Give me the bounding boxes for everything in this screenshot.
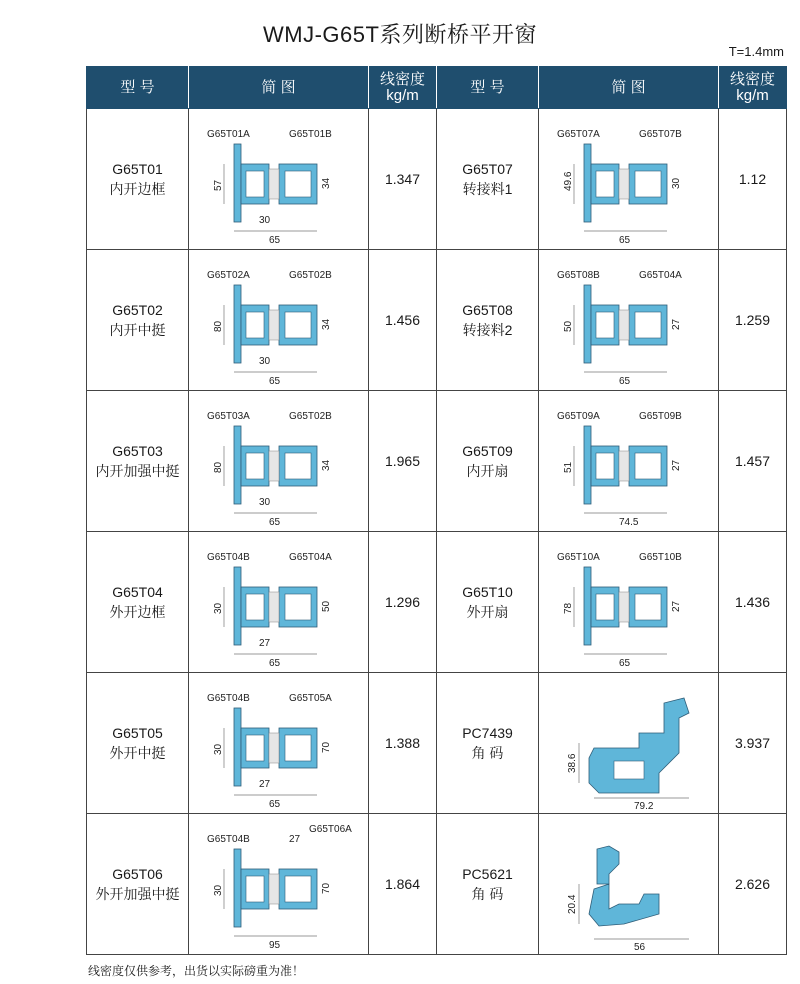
profile-shape bbox=[224, 285, 317, 372]
model-cell bbox=[437, 814, 539, 955]
dim-width-label: 65 bbox=[269, 799, 281, 810]
profile-label-a: G65T10A bbox=[557, 552, 600, 563]
profile-drawing bbox=[189, 814, 369, 954]
model-name: 内开边框 bbox=[109, 181, 166, 197]
profile-label-a: G65T04B bbox=[207, 693, 250, 704]
dim-height-label: 80 bbox=[213, 320, 224, 332]
dim-width-label: 65 bbox=[269, 376, 281, 387]
model-cell bbox=[87, 673, 189, 814]
dim-height-label-b: 70 bbox=[321, 882, 332, 894]
profile-shape bbox=[224, 426, 317, 513]
dim-width-label: 65 bbox=[269, 517, 281, 528]
density-value: 1.388 bbox=[369, 673, 437, 814]
model-code: G65T02 bbox=[112, 302, 163, 318]
profile-drawing bbox=[189, 109, 369, 249]
model-code: G65T03 bbox=[112, 443, 163, 459]
dim-inner-width-label: 27 bbox=[259, 638, 271, 649]
profile-shape bbox=[224, 144, 317, 231]
dim-height-label-b: 27 bbox=[671, 459, 682, 471]
header-density-label: 线密度 kg/m bbox=[379, 70, 425, 104]
profile-drawing-cell bbox=[539, 532, 719, 673]
profile-label-b: G65T04A bbox=[289, 552, 332, 563]
profile-shape bbox=[574, 426, 667, 513]
model-cell bbox=[87, 250, 189, 391]
header-figure: 简 图 bbox=[539, 67, 719, 109]
dim-height-label-b: 30 bbox=[671, 177, 682, 189]
profile-label-a: G65T03A bbox=[207, 411, 250, 422]
dim-height-label-b: 27 bbox=[671, 318, 682, 330]
profile-drawing bbox=[189, 673, 369, 813]
profile-drawing bbox=[539, 250, 719, 390]
profile-label-b: G65T02B bbox=[289, 270, 332, 281]
profile-drawing bbox=[189, 250, 369, 390]
dim-height-label-b: 50 bbox=[321, 600, 332, 612]
model-name: 角 码 bbox=[471, 745, 504, 761]
profile-shape bbox=[224, 849, 317, 936]
profile-drawing-cell bbox=[539, 250, 719, 391]
dim-height-label: 78 bbox=[563, 602, 574, 614]
dim-height-label: 57 bbox=[213, 179, 224, 191]
model-name: 内开加强中挺 bbox=[95, 463, 180, 479]
dim-inner-width-label: 27 bbox=[259, 779, 271, 790]
table-header-row bbox=[87, 67, 787, 109]
dim-inner-width-label: 30 bbox=[259, 497, 271, 508]
dim-height-label: 30 bbox=[213, 602, 224, 614]
thickness-note: T=1.4mm bbox=[728, 44, 784, 59]
table-row bbox=[87, 391, 787, 532]
dim-width-label: 65 bbox=[269, 235, 281, 246]
profile-label-a: G65T02A bbox=[207, 270, 250, 281]
profile-shape bbox=[574, 285, 667, 372]
dim-height-label: 50 bbox=[563, 320, 574, 332]
profile-label-a: G65T07A bbox=[557, 129, 600, 140]
dim-height-label: 80 bbox=[213, 461, 224, 473]
profile-drawing-cell bbox=[189, 532, 369, 673]
profile-drawing bbox=[539, 532, 719, 672]
model-cell bbox=[437, 109, 539, 250]
profile-shape bbox=[574, 567, 667, 654]
header-type: 型 号 bbox=[437, 67, 539, 109]
profile-label-b: G65T10B bbox=[639, 552, 682, 563]
profile-label-a: G65T08B bbox=[557, 270, 600, 281]
profile-drawing-cell bbox=[539, 814, 719, 955]
table-row bbox=[87, 250, 787, 391]
profile-shape bbox=[224, 567, 317, 654]
dim-width-label: 65 bbox=[619, 658, 631, 669]
density-value: 1.864 bbox=[369, 814, 437, 955]
density-value: 1.259 bbox=[719, 250, 787, 391]
profile-shape bbox=[224, 708, 317, 795]
table-row bbox=[87, 532, 787, 673]
density-value: 2.626 bbox=[719, 814, 787, 955]
model-name: 内开扇 bbox=[466, 463, 509, 479]
profile-drawing-cell bbox=[189, 109, 369, 250]
dim-width-label: 65 bbox=[619, 235, 631, 246]
profile-label-c: G65T06A bbox=[309, 824, 352, 835]
profile-drawing bbox=[539, 109, 719, 249]
dim-height-label-b: 34 bbox=[321, 177, 332, 189]
model-name: 外开中挺 bbox=[109, 745, 166, 761]
footer-note: 线密度仅供参考，出货以实际磅重为准！ bbox=[88, 964, 305, 978]
model-code: PC5621 bbox=[462, 866, 513, 882]
profile-shape bbox=[579, 698, 689, 798]
header-figure: 简 图 bbox=[189, 67, 369, 109]
model-code: PC7439 bbox=[462, 725, 513, 741]
model-name: 转接料1 bbox=[462, 181, 513, 197]
table-row bbox=[87, 814, 787, 955]
dim-height-label: 38.6 bbox=[567, 753, 578, 773]
profile-shape bbox=[574, 144, 667, 231]
dim-height-label-b: 34 bbox=[321, 318, 332, 330]
dim-width-label: 65 bbox=[619, 376, 631, 387]
model-name: 外开加强中挺 bbox=[95, 886, 180, 902]
spec-table bbox=[86, 66, 787, 955]
profile-label-b: G65T09B bbox=[639, 411, 682, 422]
profile-drawing bbox=[539, 673, 719, 813]
header-type: 型 号 bbox=[87, 67, 189, 109]
dim-width-label: 74.5 bbox=[619, 517, 639, 528]
density-value: 1.347 bbox=[369, 109, 437, 250]
table-row bbox=[87, 673, 787, 814]
profile-drawing-cell bbox=[189, 391, 369, 532]
dim-inner-width-label: 30 bbox=[259, 356, 271, 367]
profile-label-a: G65T09A bbox=[557, 411, 600, 422]
density-value: 1.965 bbox=[369, 391, 437, 532]
model-code: G65T07 bbox=[462, 161, 513, 177]
dim-width-label: 95 bbox=[269, 940, 281, 951]
profile-label-b: G65T05A bbox=[289, 693, 332, 704]
dim-height-label: 51 bbox=[563, 461, 574, 473]
dim-width-label: 79.2 bbox=[634, 801, 654, 812]
profile-drawing-cell bbox=[539, 391, 719, 532]
model-name: 外开边框 bbox=[109, 604, 166, 620]
page-title: WMJ-G65T系列断桥平开窗 bbox=[263, 22, 537, 47]
profile-label-b: G65T07B bbox=[639, 129, 682, 140]
model-cell bbox=[437, 532, 539, 673]
model-cell bbox=[437, 391, 539, 532]
model-cell bbox=[87, 814, 189, 955]
profile-drawing-cell bbox=[539, 673, 719, 814]
dim-inner-width-label: 30 bbox=[259, 215, 271, 226]
profile-drawing-cell bbox=[539, 109, 719, 250]
table-row bbox=[87, 109, 787, 250]
dim-height-label-b: 34 bbox=[321, 459, 332, 471]
profile-label-b: 27 bbox=[289, 834, 301, 845]
density-value: 1.457 bbox=[719, 391, 787, 532]
profile-label-b: G65T04A bbox=[639, 270, 682, 281]
model-cell bbox=[87, 391, 189, 532]
model-name: 外开扇 bbox=[466, 604, 509, 620]
model-code: G65T01 bbox=[112, 161, 163, 177]
header-density-label: 线密度 kg/m bbox=[729, 70, 775, 104]
profile-drawing bbox=[539, 814, 719, 954]
header-density bbox=[719, 67, 787, 109]
dim-height-label: 20.4 bbox=[567, 894, 578, 914]
profile-label-b: G65T02B bbox=[289, 411, 332, 422]
profile-drawing-cell bbox=[189, 814, 369, 955]
model-code: G65T04 bbox=[112, 584, 163, 600]
profile-drawing bbox=[189, 391, 369, 531]
density-value: 3.937 bbox=[719, 673, 787, 814]
dim-width-label: 65 bbox=[269, 658, 281, 669]
profile-label-a: G65T04B bbox=[207, 552, 250, 563]
model-name: 转接料2 bbox=[462, 322, 513, 338]
dim-height-label-b: 27 bbox=[671, 600, 682, 612]
model-code: G65T06 bbox=[112, 866, 163, 882]
density-value: 1.12 bbox=[719, 109, 787, 250]
model-cell bbox=[437, 250, 539, 391]
model-code: G65T08 bbox=[462, 302, 513, 318]
profile-label-b: G65T01B bbox=[289, 129, 332, 140]
profile-label-a: G65T04B bbox=[207, 834, 250, 845]
model-code: G65T05 bbox=[112, 725, 163, 741]
header-density bbox=[369, 67, 437, 109]
density-value: 1.296 bbox=[369, 532, 437, 673]
model-name: 角 码 bbox=[471, 886, 504, 902]
dim-width-label: 56 bbox=[634, 942, 646, 953]
model-cell bbox=[87, 532, 189, 673]
density-value: 1.456 bbox=[369, 250, 437, 391]
dim-height-label: 49.6 bbox=[563, 171, 574, 191]
dim-height-label: 30 bbox=[213, 743, 224, 755]
profile-drawing-cell bbox=[189, 673, 369, 814]
model-cell bbox=[437, 673, 539, 814]
density-value: 1.436 bbox=[719, 532, 787, 673]
dim-height-label-b: 70 bbox=[321, 741, 332, 753]
profile-shape bbox=[579, 846, 689, 939]
model-cell bbox=[87, 109, 189, 250]
profile-label-a: G65T01A bbox=[207, 129, 250, 140]
profile-drawing-cell bbox=[189, 250, 369, 391]
model-code: G65T09 bbox=[462, 443, 513, 459]
model-name: 内开中挺 bbox=[109, 322, 166, 338]
model-code: G65T10 bbox=[462, 584, 513, 600]
profile-drawing bbox=[189, 532, 369, 672]
profile-drawing bbox=[539, 391, 719, 531]
dim-height-label: 30 bbox=[213, 884, 224, 896]
